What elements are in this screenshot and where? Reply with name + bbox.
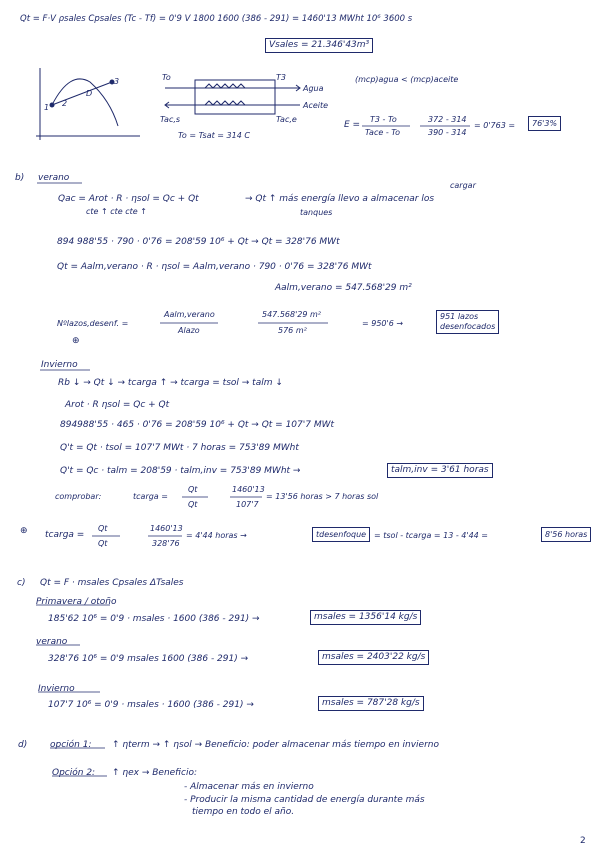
mcp-note: (mcp)agua < (mcp)aceite [355,75,459,84]
c-verano-eq: 328'76 10⁶ = 0'9 msales 1600 (386 - 291) → [48,654,249,664]
c-invierno-box: msales = 787'28 kg/s [318,696,424,711]
b-i6e: = 13'56 horas > 7 horas sol [266,492,379,501]
eff-num2: 372 - 314 [428,115,467,124]
b-i2: Arot · R ηsol = Qc + Qt [65,400,170,410]
c-label: c) [17,578,26,588]
b-l1d: tanques [300,208,333,217]
b-i3: 894988'55 · 465 · 0'76 = 208'59 10⁶ + Qt → Qt = 107'7 MWt [60,420,335,430]
d-op1-text: ↑ ηterm → ↑ ηsol → Beneficio: poder almacenar más tiempo en invierno [112,740,440,750]
b-i6a: comprobar: [55,492,102,501]
b-i5-box: talm,inv = 3'61 horas [387,463,493,478]
page-number: 2 [580,836,586,846]
b-marker-b: ⊕ [20,526,28,536]
b-l5b-den: Alazo [178,326,200,335]
b-l5-box-1: 951 lazos [440,312,479,321]
b-t1b-num: Qt [98,524,108,533]
eff-num1: T3 - To [370,115,397,124]
hx-tacs: Tac,s [160,115,181,124]
b-t1c-num: 1460'13 [150,524,183,533]
d-op2-text: ↑ ηex → Beneficio: [112,768,197,778]
b-i6b: tcarga = [133,492,168,501]
c-primavera-box: msales = 1356'14 kg/s [310,610,421,625]
b-t1a: tcarga = [45,530,85,540]
hx-tace: Tac,e [276,115,297,124]
b-l1b: cte ↑ cte cte ↑ [86,207,147,216]
cargar-note: cargar [450,181,476,190]
c-primavera: Primavera / otoño [36,597,117,607]
heat-exchanger [165,80,300,114]
c-primavera-eq: 185'62 10⁶ = 0'9 · msales · 1600 (386 - 291) → [48,614,260,624]
hx-t3: T3 [276,73,286,82]
c-eq: Qt = F · msales Cpsales ΔTsales [40,578,184,588]
hx-agua: Agua [303,84,324,93]
b-l5-box-2: desenfocados [440,322,496,331]
c-verano: verano [36,637,68,647]
b-l5c-num: 547.568'29 m² [262,310,322,319]
b-invierno: Invierno [41,360,78,370]
d-op2-b3: tiempo en todo el año. [192,807,295,817]
b-l1c: → Qt ↑ más energía llevo a almacenar los [245,194,435,204]
c-invierno: Invierno [38,684,75,694]
d-op2: Opción 2: [52,768,96,778]
b-t1e: = tsol - tcarga = 13 - 4'44 = [374,531,489,540]
graph-point-1: 1 [44,103,50,112]
b-i6d-den: 107'7 [236,500,259,509]
eff-den1: Tace - To [365,128,401,137]
hx-to: To [162,73,171,82]
graph-point-3: 3 [114,77,120,86]
b-l4: Aalm,verano = 547.568'29 m² [275,283,412,293]
hx-aceite: Aceite [303,101,329,110]
b-l5a: Nºlazos,desenf. = [57,319,129,328]
b-l2: 894 988'55 · 790 · 0'76 = 208'59 10⁶ + Qt → Qt = 328'76 MWt [57,237,340,247]
b-l5-box [436,310,499,334]
d-op2-b1: - Almacenar más en invierno [184,782,314,792]
d-op2-b2: - Producir la misma cantidad de energía durante más [184,795,425,805]
d-label: d) [18,740,28,750]
eff-result: = 0'763 = [474,121,516,130]
b-i6d-num: 1460'13 [232,485,265,494]
b-t1b-den: Qt [98,539,108,548]
b-label: b) [15,173,25,183]
ts-graph [36,68,140,140]
eff-den2: 390 - 314 [428,128,467,137]
b-marker-a: ⊕ [72,336,80,346]
hx-tsat: To = Tsat = 314 C [178,131,250,140]
b-t1-box2: 8'56 horas [541,527,591,542]
c-invierno-eq: 107'7 10⁶ = 0'9 · msales · 1600 (386 - 291) → [48,700,254,710]
b-t1-box1: tdesenfoque [312,527,370,542]
graph-point-2: 2 [62,99,68,108]
graph-point-d: D [86,89,93,98]
eff-lhs: E = [344,120,361,130]
eff-box: 76'3% [528,116,561,131]
eq-qt: Qt = F·V ρsales Cpsales (Tc - Tf) = 0'9 V 1800 1600 (386 - 291) = 1460'13 MWht 10⁶ 3600 s [20,14,413,24]
d-op1: opción 1: [50,740,92,750]
b-t1d: = 4'44 horas → [186,531,247,540]
b-l5b-num: Aalm,verano [164,310,215,319]
b-l5d: = 950'6 → [362,319,404,328]
b-verano: verano [38,173,70,183]
vsales-box: Vsales = 21.346'43m³ [265,38,373,53]
b-i1: Rb ↓ → Qt ↓ → tcarga ↑ → tcarga = tsol → talm ↓ [58,378,283,388]
b-l3: Qt = Aalm,verano · R · ηsol = Aalm,verano · 790 · 0'76 = 328'76 MWt [57,262,372,272]
b-l5c-den: 576 m² [278,326,307,335]
c-verano-box: msales = 2403'22 kg/s [318,650,429,665]
b-i6c-num: Qt [188,485,198,494]
b-i4: Q't = Qt · tsol = 107'7 MWt · 7 horas = 753'89 MWht [60,443,299,453]
b-t1c-den: 328'76 [152,539,180,548]
b-i6c-den: Qt [188,500,198,509]
b-l1a: Qac = Arot · R · ηsol = Qc + Qt [58,194,199,204]
b-i5: Q't = Qc · talm = 208'59 · talm,inv = 753'89 MWht → [60,466,301,476]
